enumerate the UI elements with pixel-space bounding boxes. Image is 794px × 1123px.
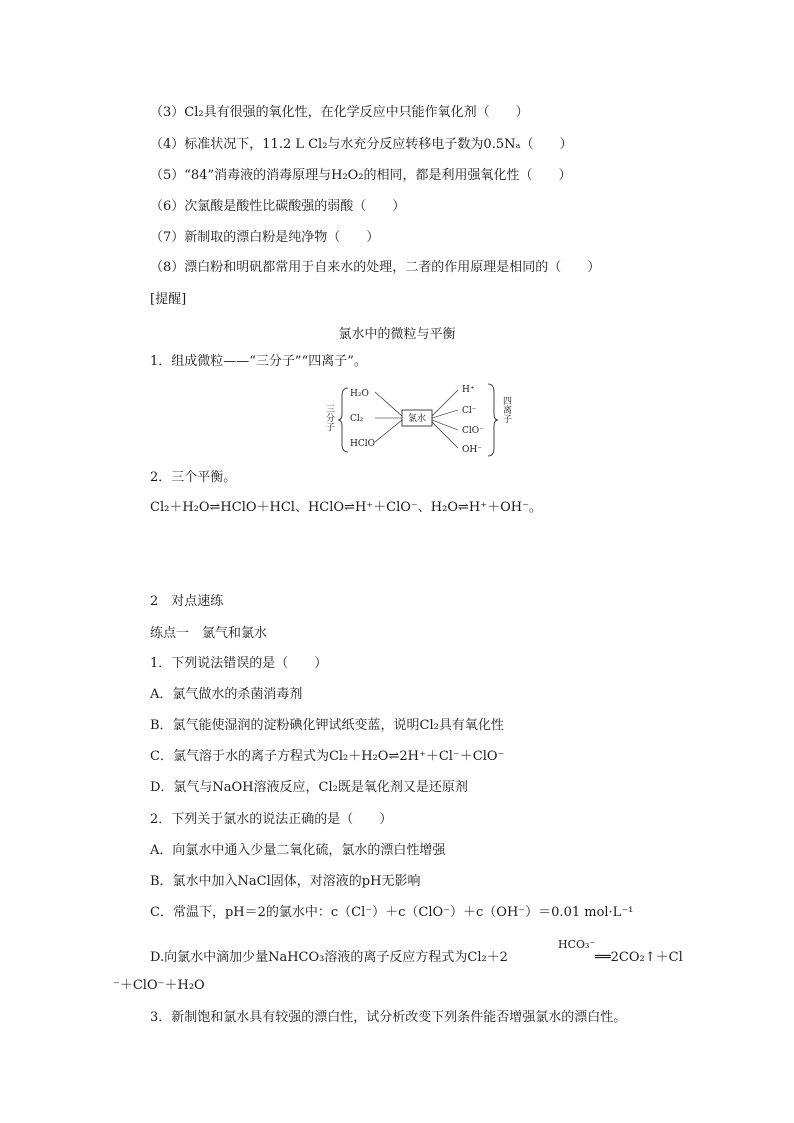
question-1-stem: 1．下列说法错误的是（ ） — [150, 656, 328, 671]
ion-label: Cl⁻ — [462, 406, 477, 416]
center-label: 氯水 — [407, 414, 427, 424]
question-2-option-continued: ⁻＋ClO⁻＋H₂O — [113, 978, 205, 993]
question-2-stem: 2．下列关于氯水的说法正确的是（ ） — [150, 812, 393, 827]
molecule-label: H₂O — [350, 389, 369, 399]
question-2-option: D.向氯水中滴加少量NaHCO₃溶液的离子反应方程式为Cl₂＋2 — [150, 950, 508, 965]
question-1-option: D．氯气与NaOH溶液反应，Cl₂既是氧化剂又是还原剂 — [150, 780, 468, 795]
question-1-option: C．氯气溶于水的离子方程式为Cl₂＋H₂O⇌2H⁺＋Cl⁻＋ClO⁻ — [150, 749, 505, 764]
ion-label: OH⁻ — [462, 445, 482, 455]
section-title: 氯水中的微粒与平衡 — [338, 327, 456, 342]
judgement-item: （3）Cl₂具有很强的氧化性，在化学反应中只能作氧化剂（ ） — [150, 105, 529, 120]
section-heading: 2 对点速练 — [150, 594, 224, 609]
molecule-label: HClO — [350, 439, 375, 449]
ion-label: ClO⁻ — [462, 426, 484, 436]
equilibria: Cl₂＋H₂O⇌HClO＋HCl、HClO⇌H⁺＋ClO⁻、H₂O⇌H⁺＋OH⁻。 — [150, 500, 542, 515]
question-2-option: A．向氯水中通入少量二氧化硫，氯水的漂白性增强 — [150, 843, 446, 858]
question-1-option: B．氯气能使湿润的淀粉碘化钾试纸变蓝，说明Cl₂具有氧化性 — [150, 718, 504, 733]
chlorine-water-diagram — [320, 380, 520, 460]
practice-heading: 练点一 氯气和氯水 — [150, 626, 268, 641]
point-1: 1．组成微粒——“三分子”“四离子”。 — [150, 354, 367, 369]
judgement-item: （7）新制取的漂白粉是纯净物（ ） — [150, 230, 380, 245]
fraction-top: HCO₃⁻ — [558, 938, 596, 951]
molecule-label: Cl₂ — [350, 414, 364, 424]
question-3-stem: 3．新制饱和氯水具有较强的漂白性，试分析改变下列条件能否增强氯水的漂白性。 — [150, 1010, 627, 1025]
judgement-item: （6）次氯酸是酸性比碳酸强的弱酸（ ） — [150, 199, 406, 214]
question-2-option: B．氯水中加入NaCl固体，对溶液的pH无影响 — [150, 874, 421, 889]
judgement-item: （8）漂白粉和明矾都常用于自来水的处理，二者的作用原理是相同的（ ） — [150, 260, 601, 275]
judgement-item: （5）“84”消毒液的消毒原理与H₂O₂的相同，都是利用强氧化性（ ） — [150, 168, 572, 183]
question-2-option: C．常温下，pH＝2的氯水中：c（Cl⁻）＋c（ClO⁻）＋c（OH⁻）＝0.01 mol·L⁻¹ — [150, 905, 634, 920]
right-side-label: 四离子 — [501, 396, 511, 423]
left-side-label: 三分子 — [324, 404, 334, 431]
point-2: 2．三个平衡。 — [150, 470, 237, 485]
question-2-option-continued: ══2CO₂↑＋Cl — [595, 950, 683, 965]
question-1-option: A．氯气做水的杀菌消毒剂 — [150, 687, 303, 702]
reminder-label: [提醒] — [150, 292, 187, 307]
judgement-item: （4）标准状况下，11.2 L Cl₂与水充分反应转移电子数为0.5Nₐ（ ） — [150, 137, 573, 152]
ion-label: H⁺ — [462, 385, 475, 395]
